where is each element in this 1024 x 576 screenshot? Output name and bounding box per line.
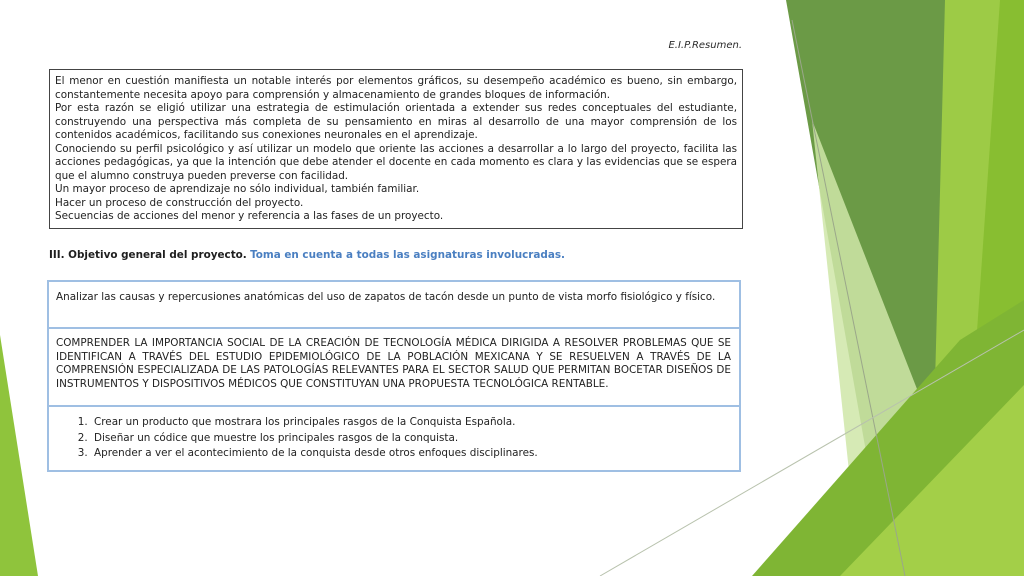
summary-paragraph: Por esta razón se eligió utilizar una estrategia de estimulación orientada a extender sus redes conceptuales del estudiante, construyendo una perspectiva más completa de su pensamiento en miras al desarrollo de una mayor comprensión de los contenidos académicos, facilitando sus conexiones neuronales en el aprendizaje. — [55, 102, 737, 141]
summary-paragraph: Hacer un proceso de construcción del proyecto. — [55, 196, 304, 209]
summary-paragraph: Un mayor proceso de aprendizaje no sólo individual, también familiar. — [55, 183, 420, 195]
objective-cell-list — [49, 405, 739, 470]
left-green-sliver — [0, 335, 38, 576]
list-item: 1. Crear un producto que mostrara los principales rasgos de la Conquista Española. — [91, 415, 731, 431]
objective-cell-analysis: Analizar las causas y repercusiones anatómicas del uso de zapatos de tacón desde un punto de vista morfo fisiológico y físico. — [56, 291, 716, 303]
objective-heading-title: III. Objetivo general del proyecto. — [49, 249, 247, 261]
summary-paragraph: Conociendo su perfil psicológico y así utilizar un modelo que oriente las acciones a desarrollar a lo largo del proyecto, facilita las acciones pedagógicas, ya que la intención que debe atender el docente en cada momento es clara y las evidencias que se espera que el alumno construya pueden preverse con facilidad. — [55, 142, 737, 182]
objective-section-heading — [49, 249, 749, 261]
list-item: 2. Diseñar un códice que muestre los principales rasgos de la conquista. — [91, 431, 731, 447]
list-item: 3. Aprender a ver el acontecimiento de la conquista desde otros enfoques disciplinares. — [91, 446, 731, 462]
summary-paragraph: El menor en cuestión manifiesta un notable interés por elementos gráficos, su desempeño académico es bueno, sin embargo, constantemente necesita apoyo para comprensión y almacenamiento de grandes bloques de información. — [55, 75, 737, 101]
summary-paragraph: Secuencias de acciones del menor y referencia a las fases de un proyecto. — [55, 210, 444, 222]
objective-box — [47, 280, 741, 472]
document-header-tag: E.I.P.Resumen. — [668, 40, 742, 51]
objective-list — [56, 415, 731, 462]
objective-heading-note: Toma en cuenta a todas las asignaturas involucradas. — [250, 249, 565, 261]
objective-cell-technology: COMPRENDER LA IMPORTANCIA SOCIAL DE LA CREACIÓN DE TECNOLOGÍA MÉDICA DIRIGIDA A RESOLVER PROBLEMAS QUE SE IDENTIFICAN A TRAVÉS DEL ESTUDIO EPIDEMIOLÓGICO DE LA POBLACIÓN MEXICANA Y SE RESUELVEN A TRAVÉS DE LA COMPRENSIÓN ESPECIALIZADA DE LAS PATOLOGÍAS RELEVANTES PARA EL SECTOR SALUD QUE PERMITAN BOCETAR DISEÑOS DE INSTRUMENTOS Y DISPOSITIVOS MÉDICOS QUE CONSTITUYAN UNA PROPUESTA TECNOLÓGICA RENTABLE. — [49, 327, 739, 405]
summary-box — [49, 69, 743, 229]
